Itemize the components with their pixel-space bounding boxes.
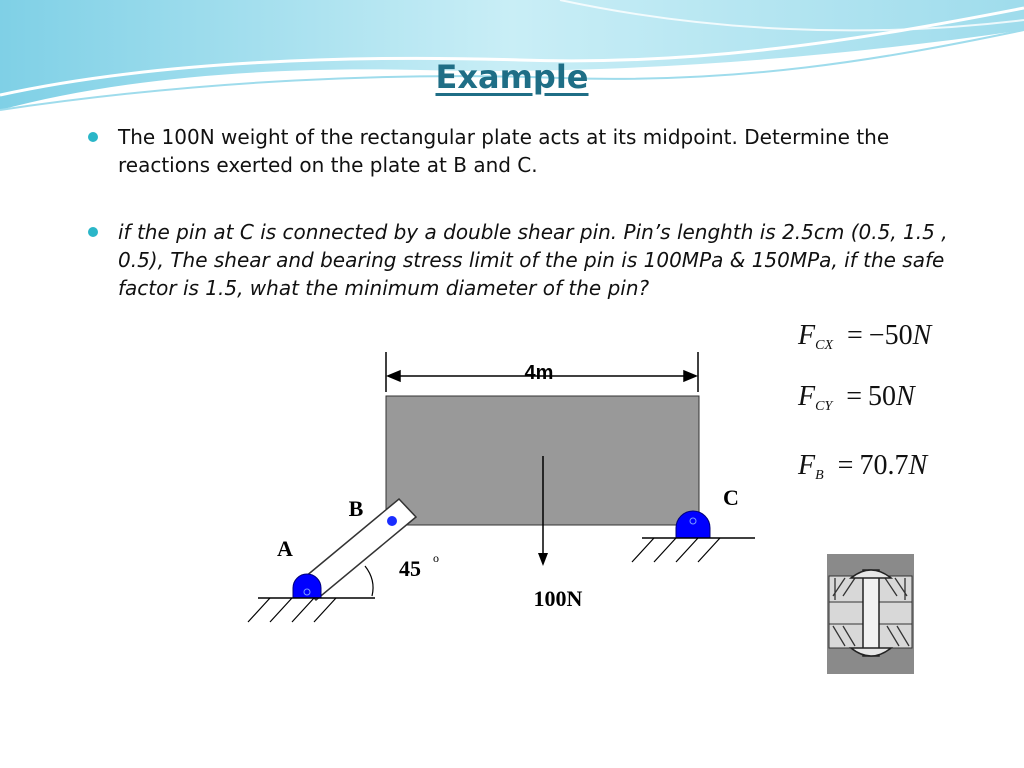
label-a: A — [277, 536, 293, 561]
angle-label: 45 — [399, 556, 421, 581]
bullet-text: if the pin at C is connected by a double shear pin. Pin’s lenghth is 2.5cm (0.5, 1.5 , 0.5), The shear and bearing stress limit of the pin is 100MPa & 150MPa, if the safe factor is 1.5, what the minimum diameter of the pin? — [118, 220, 948, 300]
angle-degree-symbol: o — [433, 551, 439, 565]
load-label: 100N — [533, 586, 583, 611]
equation-fb: $F_B = 70.7N$ — [798, 450, 928, 483]
slide-title: Example — [435, 58, 589, 96]
pin-joint-photo — [827, 554, 914, 674]
label-c: C — [723, 485, 739, 510]
angle-arc — [365, 566, 373, 596]
equation-fcy: $F_{CY} = 50N$ — [798, 381, 915, 414]
pin-b-icon — [387, 516, 397, 526]
support-a-icon — [248, 574, 375, 622]
bullet-text: The 100N weight of the rectangular plate acts at its midpoint. Determine the reactions exerted on the plate at B and C. — [118, 125, 890, 177]
equation-fcx: $F_{CX} = -50N$ — [798, 320, 932, 353]
dimension-label: 4m — [524, 362, 554, 384]
label-b: B — [348, 496, 364, 521]
